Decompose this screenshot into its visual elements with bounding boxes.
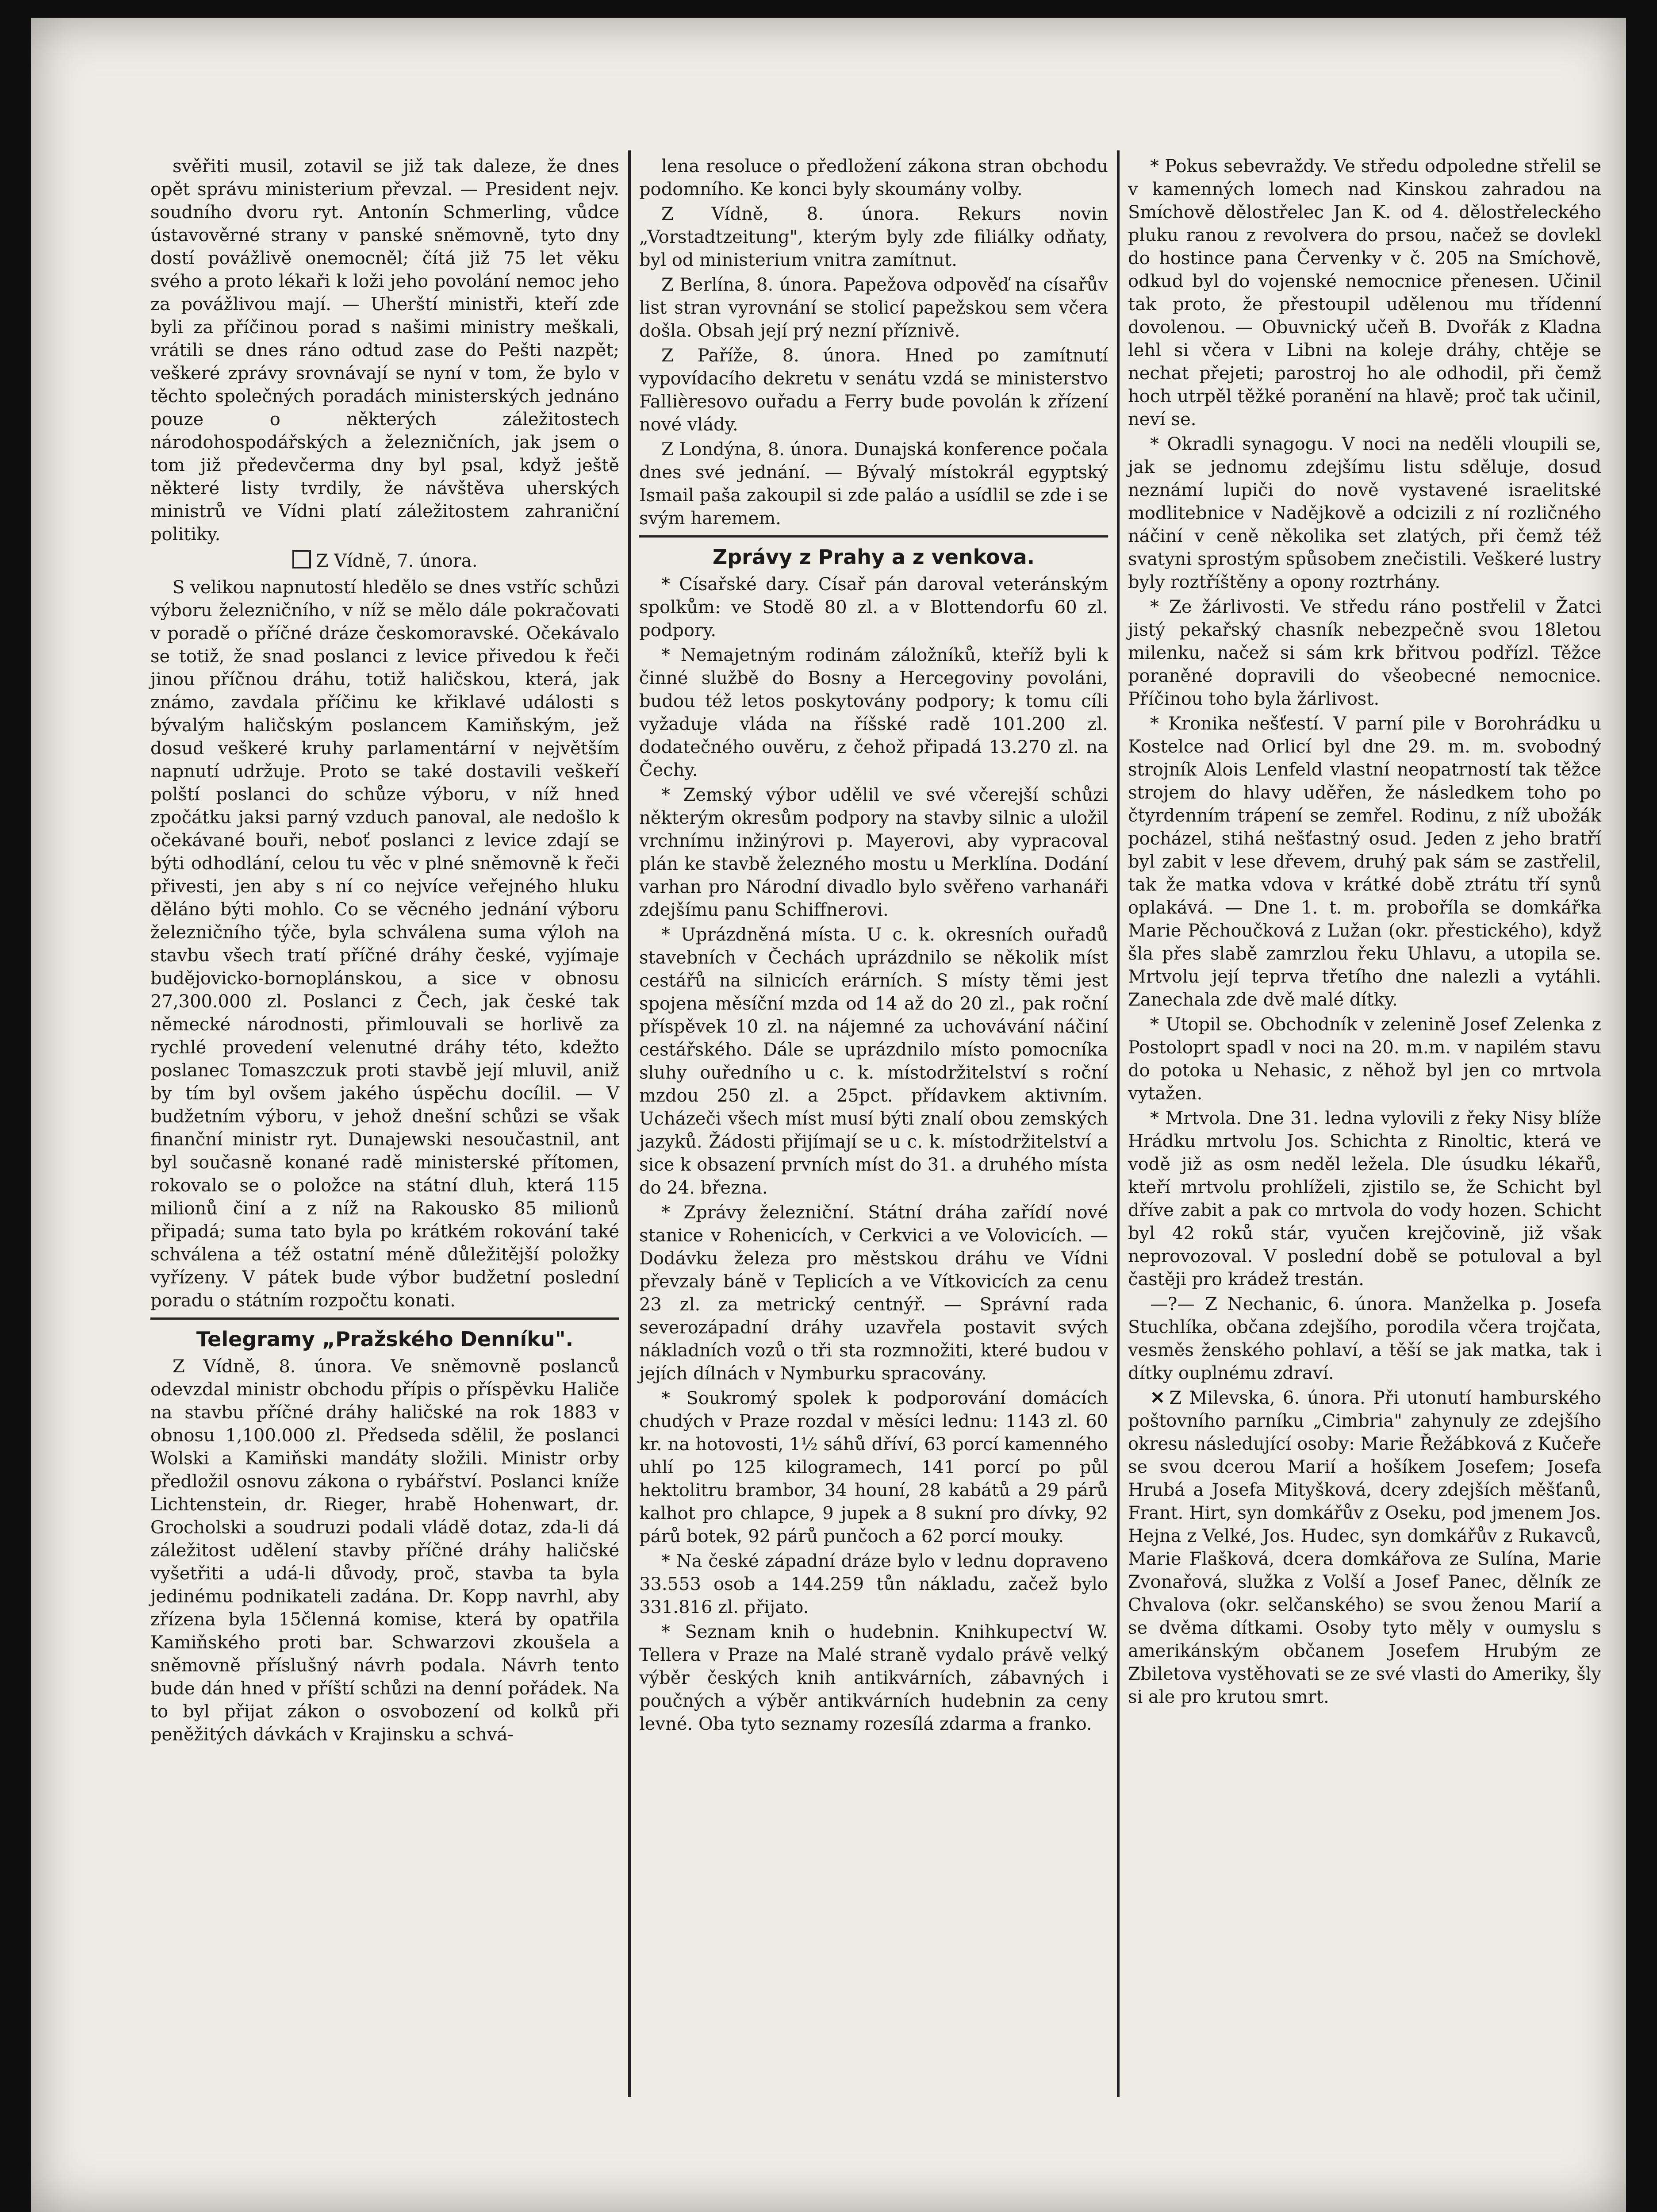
paragraph: * Soukromý spolek k podporování domácích chudých v Praze rozdal v měsíci lednu: 1143 zl. 60 kr. na hotovosti, 1½ sáhů dříví, 63 porcí kamenného uhlí po 125 kilogramech, 141 porcí po půl hektolitru brambor, 34 houní, 28 kabátů a 29 párů kalhot pro chlapce, 9 jupek a 8 sukní pro dívky, 92 párů botek, 92 párů punčoch a 62 porcí mouky. bbox=[639, 1388, 1108, 1547]
paragraph: Z Berlína, 8. února. Papežova odpověď na císařův list stran vyrovnání se stolicí papežskou sem včera došla. Obsah její prý nezní příznivě. bbox=[639, 275, 1108, 341]
paragraph: Z Vídně, 8. února. Ve sněmovně poslanců odevzdal ministr obchodu přípis o příspěvku Haliče na stavbu příčné dráhy haličské na rok 1883 v obnosu 1,100.000 zl. Předseda sdělil, že poslanci Wolski a Kamiňski mandáty složili. Ministr orby předložil osnovu zákona o rybářství. Poslanci kníže Lichtenstein, dr. Rieger, hrabě Hohenwart, dr. Grocholski a soudruzi podali vládě dotaz, zda-li dá záležitost udělení stavby příčné dráhy haličské vyšetřiti a udá-li důvody, proč, stavba ta byla jedinému podnikateli zadána. Dr. Kopp navrhl, aby zřízena byla 15členná komise, která by opatřila Kamiňského proti bar. Schwarzovi zkoušela a sněmovně příslušný návrh podala. Návrh tento bude dán hned v příští schůzi na denní pořádek. Na to byl přijat zákon o osvobození od kolků při peněžitých dávkách v Krajinsku a schvá- bbox=[150, 1356, 619, 1745]
paragraph: ✕ Z Milevska, 6. února. Při utonutí hamburského poštovního parníku „Cimbria" zahynuly ze zdejšího okresu následující osoby: Marie Řežábková z Kučeře se svou dcerou Marií a hošíkem Josefem; Josefa Hrubá a Josefa Mityšková, dcery zdejších měšťanů, Frant. Hirt, syn domkářův z Oseku, pod jmenem Jos. Hejna z Velké, Jos. Hudec, syn domkářův z Rukavců, Marie Flašková, dcera domkářova ze Sulína, Marie Zvonařová, služka z Volší a Josef Panec, dělník ze Chvalova (okr. selčanského) se svou ženou Marií a se dvěma dítkami. Osoby tyto měly v oumyslu s amerikánským občanem Josefem Hrubým ze Zbiletova vystěhovati se ze své vlasti do Ameriky, šly si ale pro krutou smrt. bbox=[1128, 1387, 1601, 1707]
paragraph: * Mrtvola. Dne 31. ledna vylovili z řeky Nisy blíže Hrádku mrtvolu Jos. Schichta z Rinoltic, která ve vodě již as osm neděl ležela. Dle úsudku lékařů, kteří mrtvolu prohlíželi, zjistilo se, že Schicht byl dříve zabit a pak co mrtvola do vody hozen. Schicht byl 42 roků stár, vyučen krejčovině, již však neprovozoval. V poslední době se potuloval a byl častěji pro krádež trestán. bbox=[1128, 1108, 1601, 1290]
paragraph: * Utopil se. Obchodník v zelenině Josef Zelenka z Postoloprt spadl v noci na 20. m.m. v napilém stavu do potoka u Nehasic, z něhož byl jen co mrtvola vytažen. bbox=[1128, 1014, 1601, 1104]
column-2 bbox=[639, 155, 1108, 1737]
paragraph: S velikou napnutostí hledělo se dnes vstříc schůzi výboru železničního, v níž se mělo dále pokračovati v poradě o příčné dráze českomoravské. Očekávalo se totiž, že snad poslanci z levice přivedou k řeči jinou příčnou dráhu, totiž haličskou, která, jak známo, zavdala příčinu ke křiklavé události s bývalým haličským poslancem Kamiňským, jež dosud veškeré kruhy parlamentární v největším napnutí udržuje. Proto se také dostavili veškeří polští poslanci do schůze výboru, v níž hned zpočátku jaksi parný vzduch panoval, ale nedošlo k očekávané bouři, neboť poslanci z levice zdají se býti odhodlání, celou tu věc v plné sněmovně k řeči přivesti, jen aby s ní co nejvíce veřejného hluku děláno býti mohlo. Co se věcného jednání výboru železničního týče, byla schválena suma výloh na stavbu všech tratí příčné dráhy české, vyjímaje budějovicko-bornoplánskou, a sice v obnosu 27,300.000 zl. Poslanci z Čech, jak české tak německé národnosti, přimlouvali se horlivě za rychlé provedení velenutné dráhy této, kdežto poslanec Tomaszczuk proti stavbě její mluvil, aniž by tím byl ovšem jakého úspěchu docílil. — V budžetním výboru, v jehož dnešní schůzi se však finanční ministr ryt. Dunajewski nesoučastnil, ant byl současně konané radě ministerské přítomen, rokovalo se o položce na státní dluh, která 115 milionů činí a z níž na Rakousko 85 milionů připadá; suma tato byla po krátkém rokování také schválena a též ostatní méně důležitější položky vyřízeny. V pátek bude výbor budžetní poslední poradu o státním rozpočtu konati. bbox=[150, 577, 619, 1311]
paragraph: * Seznam knih o hudebnin. Knihkupectví W. Tellera v Praze na Malé straně vydalo právě velký výběr českých knih antikvárních, zábavných i poučných a výběr antikvárních hudebnin za ceny levné. Oba tyto seznamy rozesílá zdarma a franko. bbox=[639, 1622, 1108, 1734]
column-1 bbox=[150, 155, 619, 1748]
paragraph: * Nemajetným rodinám záložníků, kteříž byli k činné službě do Bosny a Hercegoviny povoláni, budou též letos poskytovány podpory; k tomu cíli vyžaduje vláda na říšské radě 101.200 zl. dodatečného ouvěru, z čehož připadá 13.270 zl. na Čechy. bbox=[639, 645, 1108, 780]
paragraph: Z Paříže, 8. února. Hned po zamítnutí vypovídacího dekretu v senátu vzdá se ministerstvo Fallièresovo ouřadu a Ferry bude povolán k zřízení nové vlády. bbox=[639, 346, 1108, 435]
paragraph: * Okradli synagogu. V noci na neděli vloupili se, jak se jednomu zdejšímu listu sděluje, dosud neznámí lupiči do nově vystavené israelitské modlitebnice v Nadějkově a odcizili z ní rozličného náčiní v ceně několika set zlatých, při čemž též svatyni sprostým spůsobem znečistili. Veškeré lustry byly roztříštěny a opony roztrhány. bbox=[1128, 434, 1601, 592]
paragraph: * Pokus sebevraždy. Ve středu odpoledne střelil se v kamenných lomech nad Kinskou zahradou na Smíchově dělostřelec Jan K. od 4. dělostřeleckého pluku ranou z revolvera do prsou, načež se dovlekl do hostince pana Červenky v č. 205 na Smíchově, odkud byl do vojenské nemocnice přenesen. Učinil tak proto, že přestoupil udělenou mu třídenní dovolenou. — Obuvnický učeň B. Dvořák z Kladna lehl si včera v Libni na koleje dráhy, chtěje se nechat přejeti; parostroj ho ale odhodil, při čemž hoch utrpěl těžké poranění na hlavě; proč tak učinil, neví se. bbox=[1128, 156, 1601, 430]
paragraph: * Císařské dary. Císař pán daroval veteránským spolkům: ve Stodě 80 zl. a v Blottendorfu 60 zl. podpory. bbox=[639, 574, 1108, 641]
dateline: Z Vídně, 7. února. bbox=[150, 549, 619, 572]
paragraph: * Zprávy železniční. Státní dráha zařídí nové stanice v Rohenicích, v Cerkvici a ve Volovicích. — Dodávku železa pro městskou dráhu ve Vídni převzaly báně v Teplicích a ve Vítkovicích za cenu 23 zl. za metrický centnýř. — Správní rada severozápadní dráhy uzavřela postavit svých nákladních vozů o tři sta rozmnožiti, které budou v jejích dílnách v Nymburku spracovány. bbox=[639, 1202, 1108, 1384]
paragraph: * Na české západní dráze bylo v lednu dopraveno 33.553 osob a 144.259 tůn nákladu, začež bylo 331.816 zl. přijato. bbox=[639, 1551, 1108, 1617]
paragraph: Z Londýna, 8. února. Dunajská konference počala dnes své jednání. — Bývalý místokrál egyptský Ismail paša zakoupil si zde paláo a usídlil se zde i se svým haremem. bbox=[639, 439, 1108, 529]
paragraph: lena resoluce o předložení zákona stran obchodu podomního. Ke konci byly skoumány volby. bbox=[639, 156, 1108, 200]
separator bbox=[150, 1317, 619, 1320]
paragraph: svěřiti musil, zotavil se již tak daleze, že dnes opět správu ministerium převzal. — President nejv. soudního dvoru ryt. Antonín Schmerling, vůdce ústavověrné strany v panské sněmovně, tyto dny dostí povážlivě onemocněl; čítá již 75 let věku svého a proto lékaři k loži jeho povolání nemoc jeho za povážlivou mají. — Uherští ministři, kteří zde byli za příčinou porad s našimi ministry meškali, vrátili se dnes ráno odtud zase do Pešti nazpět; veškeré zprávy srovnávají se nyní v tom, že bylo v těchto společných poradách ministerských jednáno pouze o některých záležitostech národohospodářských a železničních, jak jsem o tom již předevčerma dny byl psal, když ještě některé listy tvrdily, že návštěva uherských ministrů ve Vídni platí záležitostem zahraniční politiky. bbox=[150, 156, 619, 545]
column-3 bbox=[1128, 155, 1601, 1710]
separator bbox=[639, 535, 1108, 538]
cross-icon: ✕ bbox=[1150, 1387, 1165, 1408]
square-icon bbox=[292, 550, 311, 568]
paragraph: * Kronika nešťestí. V parní pile v Borohrádku u Kostelce nad Orlicí byl dne 29. m. m. svobodný strojník Alois Lenfeld vlastní neopatrností tak těžce strojem do hlavy uděřen, že následkem toho po čtyrdenním trápení se zemřel. Rodinu, z níž ubožák pocházel, stihá nešťastný osud. Jeden z jeho bratří byl zabit v lese dřevem, druhý pak sám se zastřelil, tak že matka vdova v krátké době ztrátu tří synů oplakává. — Dne 1. t. m. proboříla se domkářka Marie Pěchoučková z Lužan (okr. přestického), když šla přes slabě zamrzlou řeku Uhlavu, a utopila se. Mrtvolu její teprva třetího dne nalezli a vytáhli. Zanechala zde dvě malé dítky. bbox=[1128, 714, 1601, 1010]
paragraph: * Uprázdněná místa. U c. k. okresních ouřadů stavebních v Čechách uprázdnilo se několik míst cestářů na silnicích erárních. S místy těmi jest spojena měsíční mzda od 14 až do 20 zl., pak roční příspěvek 10 zl. na nájemné za uchovávání náčiní cestářského. Dále se uprázdnilo místo pomocníka sluhy ouředního u c. k. místodržitelství s roční mzdou 250 zl. a 25pct. přídavkem aktivním. Ucházeči všech míst musí býti znalí obou zemských jazyků. Žádosti přijímají se u c. k. místodržitelství a sice k obsazení prvních míst do 31. a druhého místa do 24. března. bbox=[639, 925, 1108, 1198]
paragraph: * Zemský výbor udělil ve své včerejší schůzi některým okresům podpory na stavby silnic a uložil vrchnímu inžinýrovi p. Mayerovi, aby vypracoval plán ke stavbě železného mostu u Merklína. Dodání varhan pro Národní divadlo bylo svěřeno varhanáři zdejšímu panu Schiffnerovi. bbox=[639, 785, 1108, 920]
section-title: Telegramy „Pražského Denníku". bbox=[196, 1327, 574, 1351]
paragraph: Z Vídně, 8. února. Rekurs novin „Vorstadtzeitung", kterým byly zde filiálky odňaty, byl od ministerium vnitra zamítnut. bbox=[639, 204, 1108, 270]
column-rule bbox=[1117, 150, 1120, 2097]
paragraph: * Ze žárlivosti. Ve středu ráno postřelil v Žatci jistý pekařský chasník nebezpečně svou 18letou milenku, načež si sám krk břitvou podřízl. Těžce poraněné dopravili do všeobecné nemocnice. Příčinou toho byla žárlivost. bbox=[1128, 597, 1601, 709]
column-rule bbox=[628, 150, 631, 2097]
section-title: Zprávy z Prahy a z venkova. bbox=[712, 545, 1035, 569]
newspaper-page bbox=[31, 18, 1626, 2212]
paragraph: —?— Z Nechanic, 6. února. Manželka p. Josefa Stuchlíka, občana zdejšího, porodila včera trojčata, vesměs ženského pohlaví, a těší se jak matka, tak i dítky ouplnému zdraví. bbox=[1128, 1294, 1601, 1383]
